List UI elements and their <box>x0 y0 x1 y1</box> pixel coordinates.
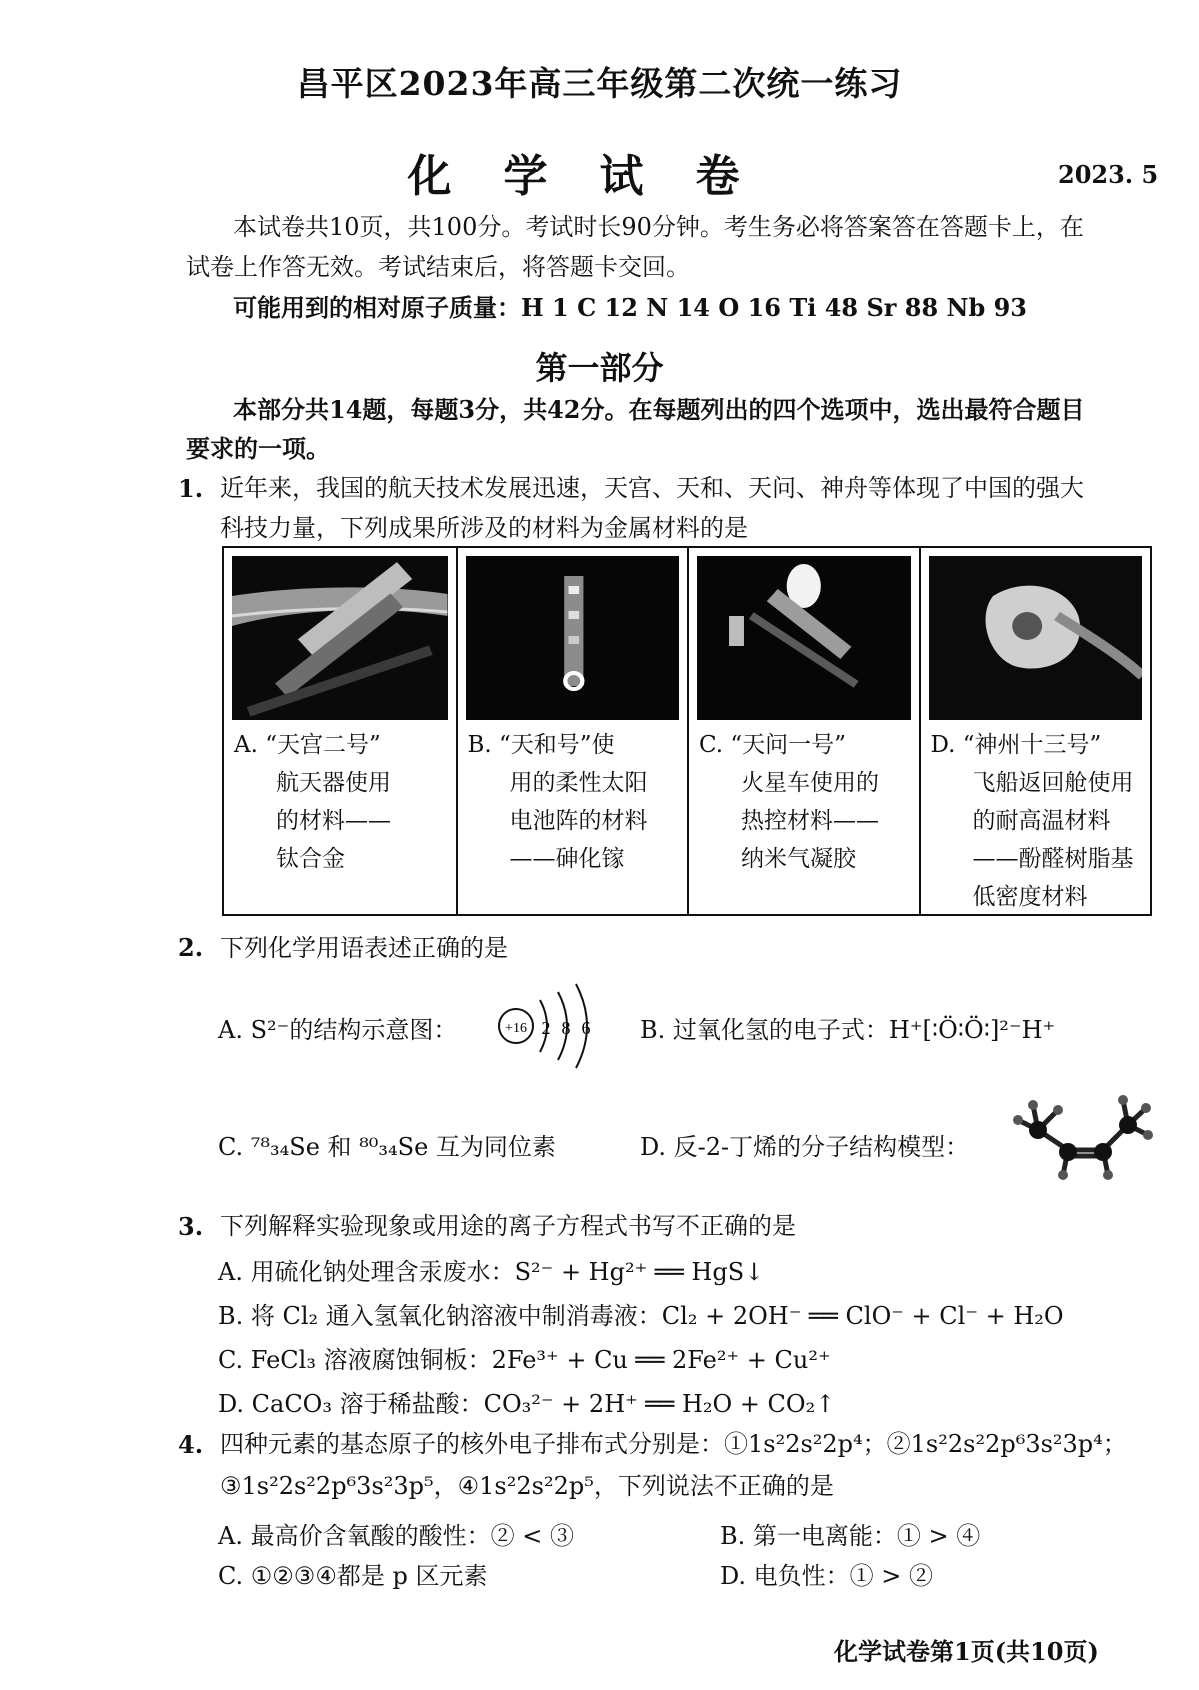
q1-stem-1: 近年来，我国的航天技术发展迅速，天宫、天和、天问、神舟等体现了中国的强大 <box>220 474 1084 502</box>
q3-option-c[interactable]: C. FeCl₃ 溶液腐蚀铜板：2Fe³⁺ + Cu ══ 2Fe²⁺ + Cu²⁺ <box>218 1346 831 1374</box>
option-a-line-2: 航天器使用 <box>276 770 391 796</box>
tianwen-photo <box>697 556 911 720</box>
hydrogen-atom <box>1143 1130 1153 1140</box>
option-b-line-1: “天和号”使 <box>499 732 615 758</box>
atomic-masses: 可能用到的相对原子质量：H 1 C 12 N 14 O 16 Ti 48 Sr 88 Nb 93 <box>233 293 1028 322</box>
q4-option-d[interactable]: D. 电负性：① > ② <box>720 1562 934 1590</box>
intro-line-1: 本试卷共10页，共100分。考试时长90分钟。考生务必将答案答在答题卡上，在 <box>233 213 1084 241</box>
question-number: 3. <box>178 1212 204 1241</box>
option-b-line-4: ——砷化镓 <box>509 846 625 872</box>
option-label-c: C. <box>699 732 724 758</box>
q4-option-b[interactable]: B. 第一电离能：① > ④ <box>720 1522 981 1550</box>
question-number: 2. <box>178 933 204 962</box>
option-c-line-4: 纳米气凝胶 <box>741 846 856 872</box>
option-a-line-4: 钛合金 <box>276 846 345 872</box>
shenzhou-photo <box>929 556 1143 720</box>
carbon-atom <box>1094 1143 1112 1161</box>
exam-date: 2023. 5 <box>1058 160 1159 189</box>
q3-option-b[interactable]: B. 将 Cl₂ 通入氢氧化钠溶液中制消毒液：Cl₂ + 2OH⁻ ══ ClO⁻ + Cl⁻ + H₂O <box>218 1302 1064 1330</box>
question-number: 4. <box>178 1430 204 1459</box>
option-d-line-4: ——酚醛树脂基 <box>972 846 1134 872</box>
intro-line-2: 试卷上作答无效。考试结束后，将答题卡交回。 <box>186 253 690 281</box>
hydrogen-atom <box>1103 1170 1113 1180</box>
trans-2-butene-model <box>1008 1090 1158 1190</box>
q1-option-d[interactable] <box>919 548 1151 914</box>
sulfide-ion-diagram <box>496 978 608 1074</box>
exam-header: 昌平区2023年高三年级第二次统一练习 <box>296 64 903 103</box>
tianhe-photo <box>466 556 680 720</box>
section-desc-2: 要求的一项。 <box>186 434 330 463</box>
option-c-line-3: 热控材料—— <box>741 808 879 834</box>
hydrogen-atom <box>1118 1095 1128 1105</box>
option-b-line-2: 用的柔性太阳 <box>509 770 648 796</box>
option-d-line-5: 低密度材料 <box>972 884 1088 910</box>
q1-stem-2: 科技力量，下列成果所涉及的材料为金属材料的是 <box>220 514 748 542</box>
q2-option-b[interactable]: B. 过氧化氢的电子式：H⁺[∶Ö∶Ö∶]²⁻H⁺ <box>640 1016 1056 1044</box>
question-number: 1. <box>178 474 204 503</box>
section-title: 第一部分 <box>535 349 664 387</box>
q4-option-a[interactable]: A. 最高价含氧酸的酸性：② < ③ <box>218 1522 574 1550</box>
q4-stem-2: ③1s²2s²2p⁶3s²3p⁵，④1s²2s²2p⁵，下列说法不正确的是 <box>220 1472 834 1500</box>
q3-stem: 下列解释实验现象或用途的离子方程式书写不正确的是 <box>220 1212 796 1240</box>
page-title: 化学试卷 <box>407 151 792 202</box>
q4-option-c[interactable]: C. ①②③④都是 p 区元素 <box>218 1562 488 1590</box>
q2-stem: 下列化学用语表述正确的是 <box>220 934 508 962</box>
option-d-line-3: 的耐高温材料 <box>972 808 1111 834</box>
q2-option-c[interactable]: C. ⁷⁸₃₄Se 和 ⁸⁰₃₄Se 互为同位素 <box>218 1133 556 1161</box>
hydrogen-atom <box>1141 1103 1151 1113</box>
option-a-line-3: 的材料—— <box>276 808 391 834</box>
q4-stem-1: 四种元素的基态原子的核外电子排布式分别是：①1s²2s²2p⁴；②1s²2s²2p⁶3s²3p⁴； <box>220 1430 1127 1458</box>
tiangong-photo <box>232 556 448 720</box>
carbon-atom <box>1119 1116 1137 1134</box>
shell-1-count: 2 <box>541 1018 551 1038</box>
q1-option-a[interactable] <box>224 548 456 914</box>
shell-3-count: 6 <box>581 1018 591 1038</box>
q1-options-table <box>222 546 1152 916</box>
nucleus-charge: +16 <box>505 1021 527 1036</box>
hydrogen-atom <box>1013 1115 1023 1125</box>
q2-option-a[interactable]: A. S²⁻的结构示意图： <box>218 1016 458 1044</box>
q3-option-d[interactable]: D. CaCO₃ 溶于稀盐酸：CO₃²⁻ + 2H⁺ ══ H₂O + CO₂↑ <box>218 1390 836 1418</box>
shell-2-count: 8 <box>561 1018 571 1038</box>
hydrogen-atom <box>1028 1100 1038 1110</box>
option-d-line-2: 飞船返回舱使用 <box>972 770 1134 796</box>
q3-option-a[interactable]: A. 用硫化钠处理含汞废水：S²⁻ + Hg²⁺ ══ HgS↓ <box>218 1258 765 1286</box>
option-c-line-1: “天问一号” <box>730 732 846 758</box>
hydrogen-atom <box>1058 1170 1068 1180</box>
option-c-line-2: 火星车使用的 <box>741 770 879 796</box>
q2-option-d[interactable]: D. 反-2-丁烯的分子结构模型： <box>640 1133 970 1161</box>
q1-option-b[interactable] <box>456 548 688 914</box>
option-d-line-1: “神州十三号” <box>962 732 1102 758</box>
option-b-line-3: 电池阵的材料 <box>509 808 648 834</box>
option-a-line-1: “天宫二号” <box>265 732 381 758</box>
carbon-atom <box>1029 1121 1047 1139</box>
option-label-d: D. <box>930 732 956 758</box>
carbon-atom <box>1059 1143 1077 1161</box>
option-label-b: B. <box>467 732 492 758</box>
page-footer: 化学试卷第1页(共10页) <box>834 1637 1099 1666</box>
q1-option-c[interactable] <box>687 548 919 914</box>
section-desc-1: 本部分共14题，每题3分，共42分。在每题列出的四个选项中，选出最符合题目 <box>233 395 1085 424</box>
hydrogen-atom <box>1053 1105 1063 1115</box>
option-label-a: A. <box>234 732 258 758</box>
